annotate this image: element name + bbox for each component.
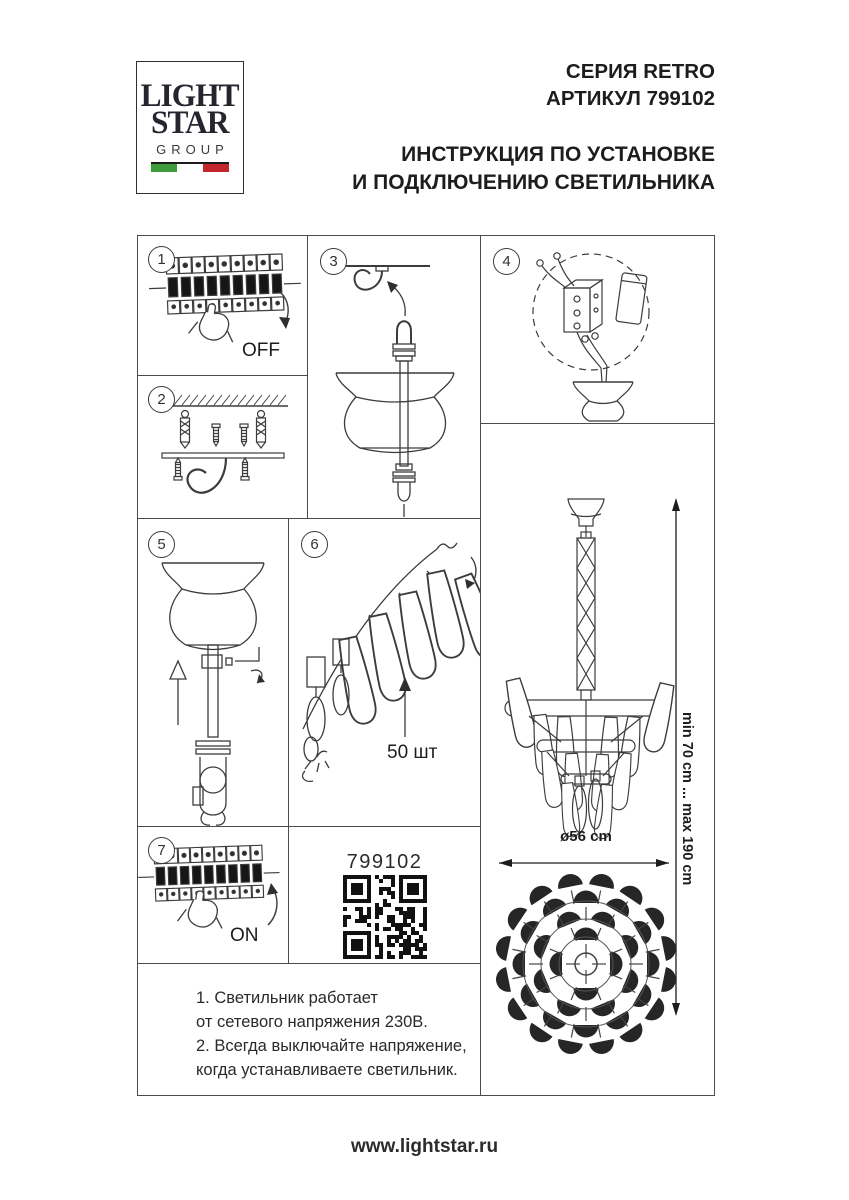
arrow-up-icon (267, 883, 278, 895)
petal-attachment-illustration (289, 519, 480, 826)
flag-red (203, 164, 229, 172)
note-line: 2. Всегда выключайте напряжение, (196, 1037, 467, 1055)
off-label: OFF (242, 340, 280, 361)
quantity-label: 50 шт (387, 742, 438, 763)
step-3-badge: 3 (320, 248, 347, 275)
logo-word-star: STAR (151, 105, 229, 141)
canopy-fixing-illustration (138, 519, 288, 826)
product-heading (546, 58, 715, 112)
title-line-2: И ПОДКЛЮЧЕНИЮ СВЕТИЛЬНИКА (352, 171, 715, 194)
step-4-panel (480, 235, 715, 424)
series-label: СЕРИЯ RETRO (565, 60, 715, 83)
step-5-panel (137, 518, 289, 827)
dim-arrow-right-icon (656, 859, 669, 867)
safety-notes (196, 986, 467, 1082)
step-6-badge: 6 (301, 531, 328, 558)
on-label: ON (230, 925, 259, 946)
height-range-label: min 70 cm ... max 190 cm (679, 712, 695, 886)
note-line: когда устанавливаете светильник. (196, 1061, 458, 1079)
notes-panel (137, 963, 481, 1096)
italian-flag-bar (151, 162, 229, 172)
title-line-1: ИНСТРУКЦИЯ ПО УСТАНОВКЕ (401, 143, 715, 166)
instruction-title (352, 141, 715, 197)
rotate-icon (257, 674, 265, 683)
chandelier-panel (480, 423, 715, 1096)
step-2-badge: 2 (148, 386, 175, 413)
note-line: от сетевого напряжения 230В. (196, 1013, 428, 1031)
step-6-panel (288, 518, 481, 827)
step-4-badge: 4 (493, 248, 520, 275)
article-number: 799102 (346, 851, 423, 873)
step-3-panel (307, 235, 481, 519)
step-5-badge: 5 (148, 531, 175, 558)
flag-white (177, 164, 203, 172)
note-line: 1. Светильник работает (196, 989, 378, 1007)
dim-arrow-top-icon (672, 498, 680, 511)
step-1-panel (137, 235, 308, 376)
step-7-panel (137, 826, 289, 964)
step-1-badge: 1 (148, 246, 175, 273)
chandelier-top-view (494, 872, 678, 1056)
step-2-panel (137, 375, 308, 519)
qr-code (343, 875, 427, 959)
hook-hanging-illustration (308, 236, 480, 518)
arrow-down-icon (279, 317, 290, 329)
logo-word-light: LIGHT (140, 78, 240, 114)
website-link: www.lightstar.ru (350, 1136, 499, 1157)
flag-green (151, 164, 177, 172)
diameter-label: ø56 cm (560, 828, 612, 845)
logo-word-group: GROUP (156, 142, 229, 157)
dim-arrow-left-icon (499, 859, 512, 867)
arrow-to-hook-icon (387, 281, 398, 293)
article-label: АРТИКУЛ 799102 (546, 87, 715, 110)
qr-panel (288, 826, 481, 964)
step-7-badge: 7 (148, 837, 175, 864)
lightstar-logo (136, 61, 244, 194)
